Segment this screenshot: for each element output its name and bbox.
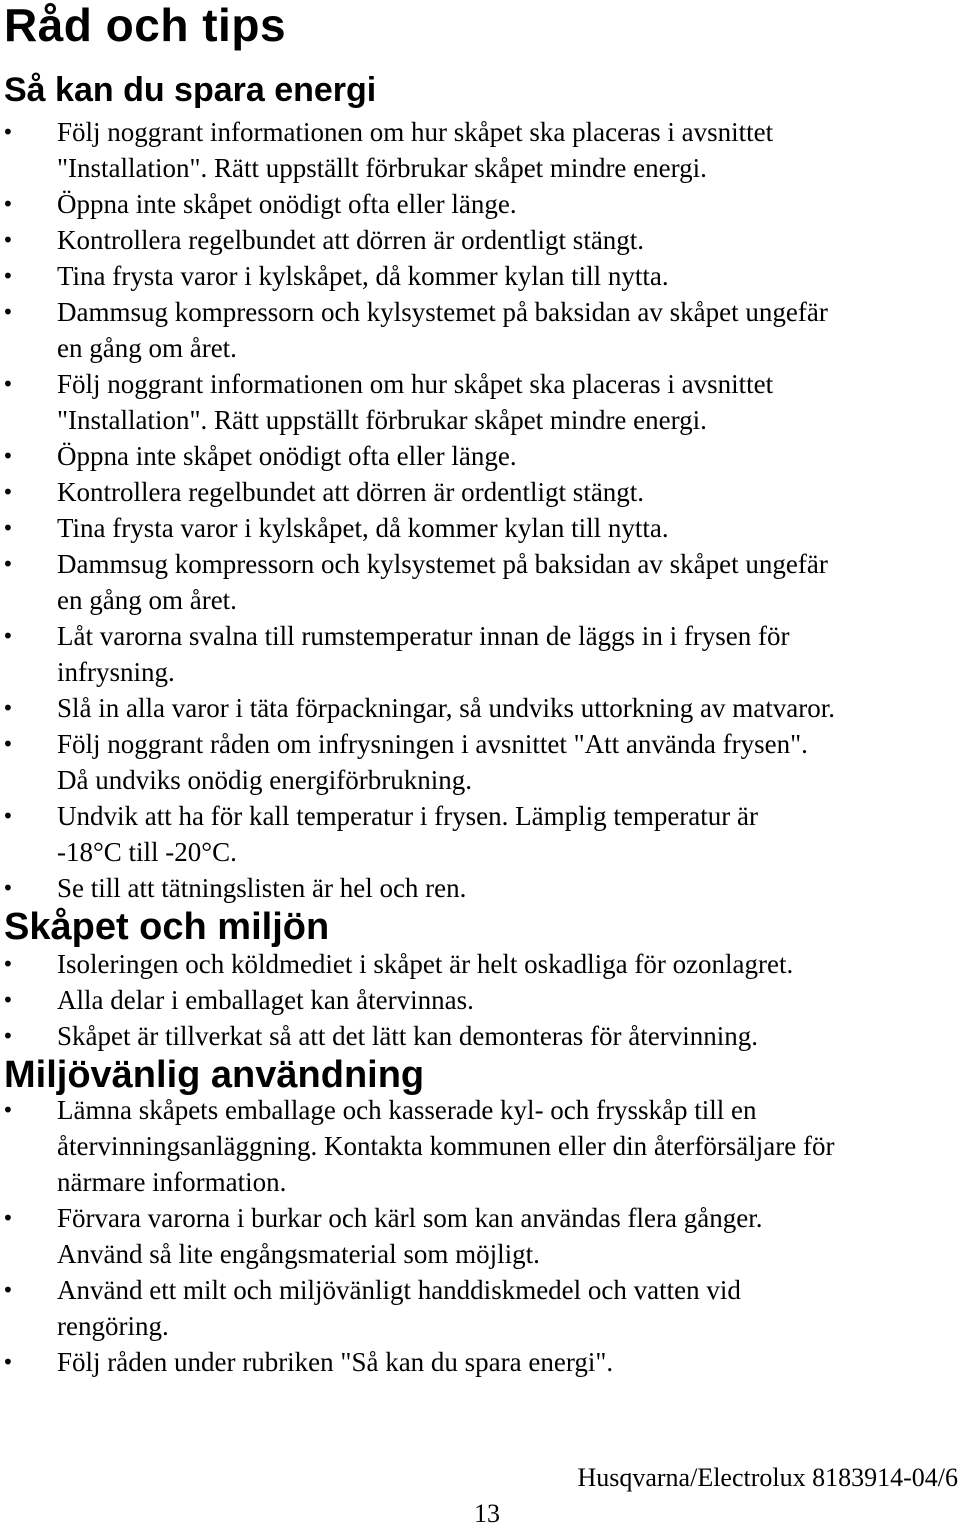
list-item: • Öppna inte skåpet onödigt ofta eller länge. — [0, 438, 960, 474]
list-item: • Kontrollera regelbundet att dörren är ordentligt stängt. — [0, 474, 960, 510]
list-item: • Förvara varorna i burkar och kärl som kan användas flera gånger. Använd så lite engångsmaterial som möjligt. — [0, 1200, 960, 1272]
list-item: • Skåpet är tillverkat så att det lätt kan demonteras för återvinning. — [0, 1018, 960, 1054]
list-item: • Följ noggrant råden om infrysningen i avsnittet "Att använda frysen". Då undviks onödig energiförbrukning. — [0, 726, 960, 798]
bullet-list-spara-energi — [0, 114, 960, 906]
bullet-list-miljovanlig-anvandning — [0, 1092, 960, 1380]
list-item: • Lämna skåpets emballage och kasserade kyl- och frysskåp till en återvinningsanläggning. Kontakta kommunen eller din återförsäljare för närmare information. — [0, 1092, 960, 1200]
list-item: • Dammsug kompressorn och kylsystemet på baksidan av skåpet ungefär en gång om året. — [0, 294, 960, 366]
footer-brand: Husqvarna/Electrolux 8183914-04/6 — [577, 1463, 958, 1492]
list-item: • Slå in alla varor i täta förpackningar, så undviks uttorkning av matvaror. — [0, 690, 960, 726]
list-item: • Se till att tätningslisten är hel och ren. — [0, 870, 960, 906]
bullet-list-skapet-och-miljon — [0, 946, 960, 1054]
list-item: • Följ råden under rubriken "Så kan du spara energi". — [0, 1344, 960, 1380]
list-item: • Undvik att ha för kall temperatur i frysen. Lämplig temperatur är -18°C till -20°C. — [0, 798, 960, 870]
list-item: • Kontrollera regelbundet att dörren är ordentligt stängt. — [0, 222, 960, 258]
list-item: • Tina frysta varor i kylskåpet, då kommer kylan till nytta. — [0, 510, 960, 546]
section-heading-skapet-och-miljon: Skåpet och miljön — [4, 906, 330, 948]
list-item: • Använd ett milt och miljövänligt handdiskmedel och vatten vid rengöring. — [0, 1272, 960, 1344]
list-item: • Följ noggrant informationen om hur skåpet ska placeras i avsnittet "Installation". Rätt uppställt förbrukar skåpet mindre energi. — [0, 114, 960, 186]
list-item: • Alla delar i emballaget kan återvinnas. — [0, 982, 960, 1018]
page-number: 13 — [474, 1499, 500, 1528]
list-item: • Dammsug kompressorn och kylsystemet på baksidan av skåpet ungefär en gång om året. — [0, 546, 960, 618]
section-heading-miljovanlig-anvandning: Miljövänlig användning — [4, 1054, 425, 1096]
list-item: • Öppna inte skåpet onödigt ofta eller länge. — [0, 186, 960, 222]
list-item: • Följ noggrant informationen om hur skåpet ska placeras i avsnittet "Installation". Rätt uppställt förbrukar skåpet mindre energi. — [0, 366, 960, 438]
list-item: • Låt varorna svalna till rumstemperatur innan de läggs in i frysen för infrysning. — [0, 618, 960, 690]
list-item: • Isoleringen och köldmediet i skåpet är helt oskadliga för ozonlagret. — [0, 946, 960, 982]
list-item: • Tina frysta varor i kylskåpet, då kommer kylan till nytta. — [0, 258, 960, 294]
page-title: Råd och tips — [4, 0, 287, 51]
section-heading-spara-energi: Så kan du spara energi — [4, 71, 377, 109]
